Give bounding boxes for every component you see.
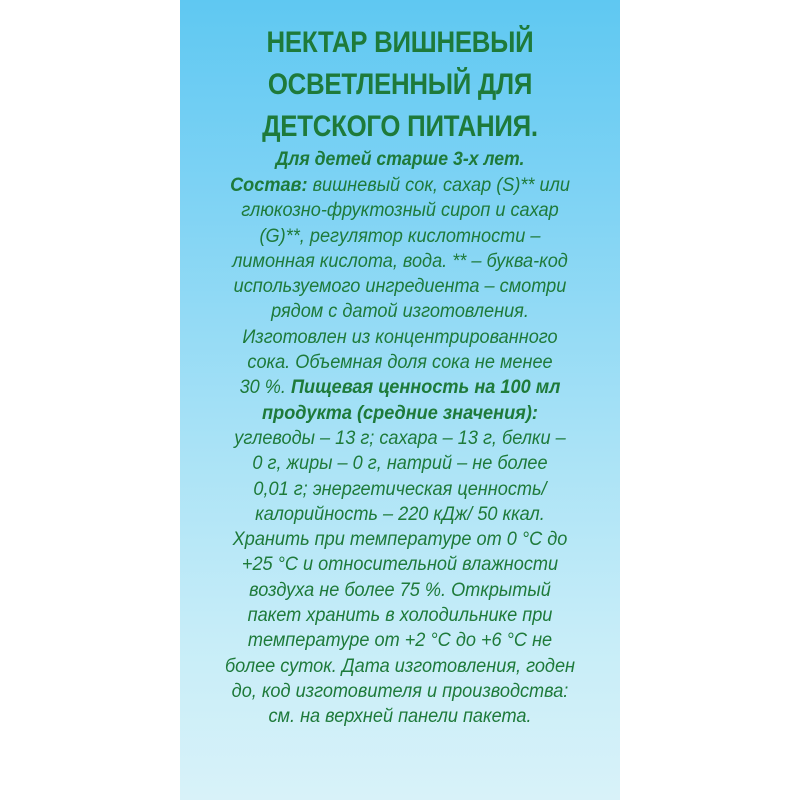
body-line-20: более суток. Дата изготовления, годен	[224, 654, 576, 677]
body-line-1	[195, 173, 604, 198]
nutrition-heading-part-1: Пищевая ценность на 100 мл	[291, 376, 561, 399]
product-title	[211, 22, 589, 148]
body-line-11: углеводы – 13 г; сахара – 13 г, белки –	[234, 426, 566, 449]
body-line-15: Хранить при температуре от 0 °С до	[232, 528, 568, 551]
body-line-9-start: 30 %.	[239, 376, 292, 399]
title-line-3: ДЕТСКОГО ПИТАНИЯ.	[262, 110, 538, 143]
body-line-13: 0,01 г; энергетическая ценность/	[253, 477, 547, 500]
body-line-12: 0 г, жиры – 0 г, натрий – не более	[252, 452, 548, 475]
body-line-2: глюкозно-фруктозный сироп и сахар	[241, 199, 559, 222]
composition-text	[195, 173, 604, 730]
body-line-14: калорийность – 220 кДж/ 50 ккал.	[255, 502, 545, 525]
body-line-17: воздуха не более 75 %. Открытый	[249, 578, 551, 601]
body-line-9	[195, 375, 604, 400]
body-line-18: пакет хранить в холодильнике при	[247, 604, 553, 627]
label-text	[180, 22, 620, 730]
title-line-2: ОСВЕТЛЕННЫЙ ДЛЯ	[267, 68, 533, 101]
title-line-1: НЕКТАР ВИШНЕВЫЙ	[266, 26, 534, 59]
body-line-22: см. на верхней панели пакета.	[268, 705, 532, 728]
body-line-1-rest: вишневый сок, сахар (S)** или	[307, 174, 570, 196]
body-line-6: рядом с датой изготовления.	[271, 300, 529, 323]
body-line-21: до, код изготовителя и производства:	[231, 679, 569, 702]
body-line-5: используемого ингредиента – смотри	[233, 275, 567, 298]
nutrition-heading-part-2: продукта (средние значения):	[262, 401, 538, 424]
body-line-3: (G)**, регулятор кислотности –	[259, 224, 541, 247]
body-line-19: температуре от +2 °С до +6 °С не	[247, 629, 553, 652]
body-line-4: лимонная кислота, вода. ** – буква-код	[232, 249, 568, 272]
body-line-8: сока. Объемная доля сока не менее	[247, 351, 553, 374]
body-line-7: Изготовлен из концентрированного	[242, 325, 558, 348]
composition-label: Состав:	[230, 174, 308, 196]
age-note: Для детей старше 3-х лет.	[275, 149, 525, 170]
body-line-16: +25 °С и относительной влажности	[241, 553, 559, 576]
